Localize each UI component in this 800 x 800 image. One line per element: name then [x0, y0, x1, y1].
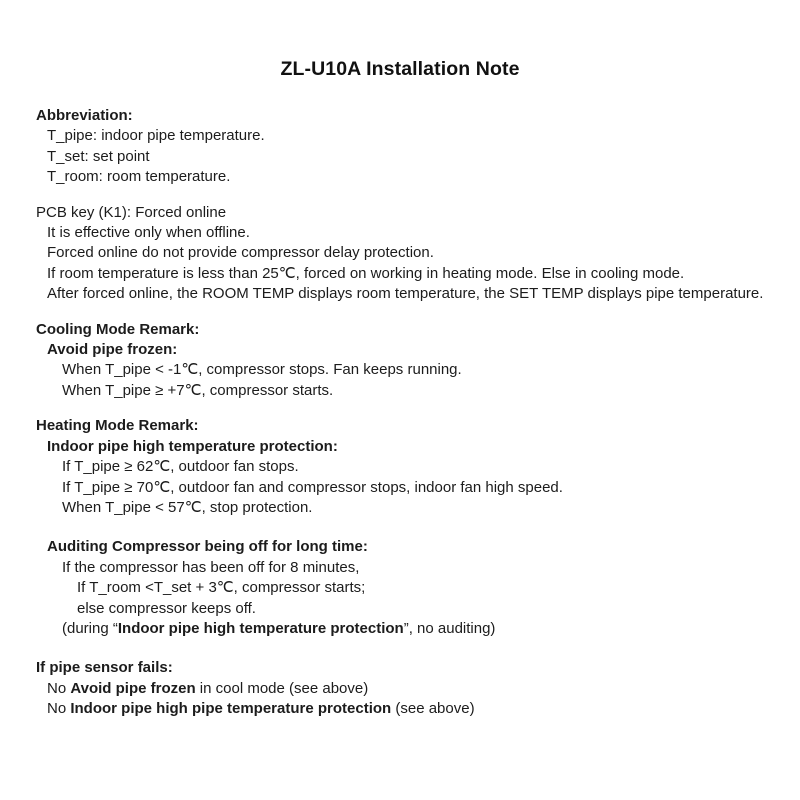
section-heading-pipe-sensor-fails: If pipe sensor fails: [36, 659, 173, 677]
pipe-sensor-fails-item-1-bold: Avoid pipe frozen [70, 679, 196, 697]
auditing-rule-compressor-keeps-off: else compressor keeps off. [77, 599, 256, 617]
spacer [36, 401, 788, 416]
spacer [36, 305, 788, 320]
cooling-rule-compressor-starts: When T_pipe ≥ +7℃, compressor starts. [62, 381, 334, 399]
cooling-rule-compressor-stops: When T_pipe < -1℃, compressor stops. Fan keeps running. [62, 361, 462, 379]
auditing-rule-compressor-starts: If T_room <T_set + 3℃, compressor starts; [77, 579, 366, 597]
abbreviation-line-t-pipe: T_pipe: indoor pipe temperature. [47, 127, 265, 145]
spacer [36, 518, 788, 537]
pipe-sensor-fails-item-1-suffix: in cool mode (see above) [195, 679, 369, 697]
heating-rule-57c: When T_pipe < 57℃, stop protection. [62, 498, 313, 516]
heating-rule-70c: If T_pipe ≥ 70℃, outdoor fan and compressor stops, indoor fan high speed. [62, 478, 563, 496]
pcb-key-line-no-delay: Forced online do not provide compressor delay protection. [47, 244, 434, 262]
pcb-key-line-effective: It is effective only when offline. [47, 224, 250, 242]
pipe-sensor-fails-item-2-bold: Indoor pipe high pipe temperature protection [70, 700, 392, 718]
pcb-key-line-room-temp-rule: If room temperature is less than 25℃, forced on working in heating mode. Else in cooling mode. [47, 264, 685, 282]
abbreviation-line-t-room: T_room: room temperature. [47, 168, 231, 186]
page-title: ZL-U10A Installation Note [280, 58, 520, 80]
section-heading-cooling-mode-remark: Cooling Mode Remark: [36, 320, 200, 338]
auditing-note-bold: Indoor pipe high temperature protection [117, 619, 404, 637]
auditing-note [36, 619, 788, 639]
section-heading-abbreviation: Abbreviation: [36, 107, 133, 124]
auditing-note-prefix: (during “ [62, 619, 118, 637]
auditing-rule-8-minutes: If the compressor has been off for 8 minutes, [62, 558, 360, 576]
document-body [36, 106, 788, 720]
section-heading-pcb-key: PCB key (K1): Forced online [36, 203, 227, 221]
pipe-sensor-fails-item-2 [36, 699, 788, 719]
pipe-sensor-fails-item-1 [36, 679, 788, 699]
section-heading-heating-mode-remark: Heating Mode Remark: [36, 417, 199, 435]
auditing-note-suffix: ”, no auditing) [403, 619, 496, 637]
subheading-auditing-compressor: Auditing Compressor being off for long time: [47, 538, 368, 556]
spacer [36, 639, 788, 658]
abbreviation-line-t-set: T_set: set point [47, 147, 150, 165]
subheading-avoid-pipe-frozen: Avoid pipe frozen: [47, 341, 178, 359]
pcb-key-line-display-rule: After forced online, the ROOM TEMP displays room temperature, the SET TEMP displays pipe temperature. [47, 285, 764, 303]
pipe-sensor-fails-item-2-suffix: (see above) [391, 700, 475, 718]
heating-rule-62c: If T_pipe ≥ 62℃, outdoor fan stops. [62, 458, 299, 476]
pipe-sensor-fails-item-1-prefix: No [47, 679, 71, 697]
subheading-indoor-pipe-high-temp-protection: Indoor pipe high temperature protection: [47, 437, 338, 455]
spacer [36, 188, 788, 203]
pipe-sensor-fails-item-2-prefix: No [47, 700, 71, 718]
